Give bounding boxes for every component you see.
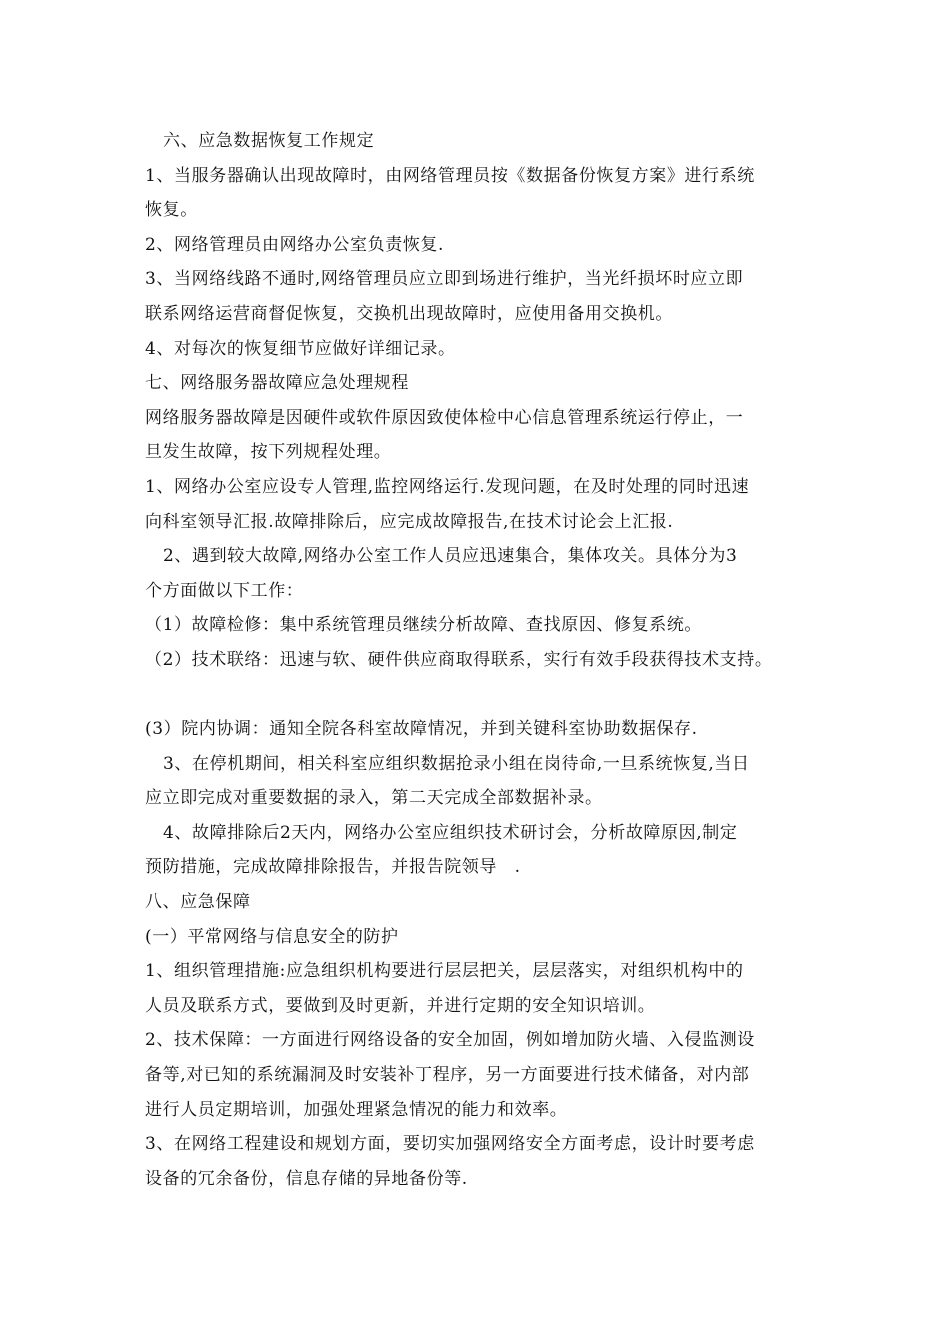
paragraph-line: 2、遇到较大故障,网络办公室工作人员应迅速集合，集体攻关。具体分为3: [163, 546, 738, 567]
section-heading-8: 八、应急保障: [145, 892, 251, 913]
paragraph-line: 3、在停机期间，相关科室应组织数据抢录小组在岗待命,一旦系统恢复,当日: [163, 753, 750, 774]
subsection-heading: (一）平常网络与信息安全的防护: [145, 926, 399, 947]
section-heading-6: 六、应急数据恢复工作规定: [163, 131, 375, 151]
paragraph-line: 2、技术保障：一方面进行网络设备的安全加固，例如增加防火墙、入侵监测设: [145, 1030, 755, 1051]
paragraph-line: 4、对每次的恢复细节应做好详细记录。: [145, 338, 456, 359]
paragraph-line: 设备的冗余备份，信息存储的异地备份等.: [145, 1168, 468, 1189]
paragraph-line: 1、网络办公室应设专人管理,监控网络运行.发现问题，在及时处理的同时迅速: [145, 476, 750, 497]
paragraph-line: 网络服务器故障是因硬件或软件原因致使体检中心信息管理系统运行停止，一: [145, 407, 744, 428]
paragraph-line: 进行人员定期培训，加强处理紧急情况的能力和效率。: [145, 1099, 568, 1120]
paragraph-line: 人员及联系方式，要做到及时更新，并进行定期的安全知识培训。: [145, 995, 656, 1016]
paragraph-line: 恢复。: [145, 200, 198, 221]
list-item: （1）故障检修：集中系统管理员继续分析故障、查找原因、修复系统。: [145, 615, 703, 636]
blank-line: [145, 678, 825, 713]
section-heading-7: 七、网络服务器故障应急处理规程: [145, 373, 409, 394]
paragraph-line: 旦发生故障，按下列规程处理。: [145, 442, 392, 463]
paragraph-line: 4、故障排除后2天内，网络办公室应组织技术研讨会，分析故障原因,制定: [163, 822, 738, 843]
list-item: (3）院内协调：通知全院各科室故障情况，并到关键科室协助数据保存.: [145, 719, 698, 740]
paragraph-line: 个方面做以下工作：: [145, 580, 304, 601]
paragraph-line: 预防措施，完成故障排除报告，并报告院领导 .: [145, 857, 521, 878]
paragraph-line: 向科室领导汇报.故障排除后，应完成故障报告,在技术讨论会上汇报.: [145, 511, 674, 532]
paragraph-line: 3、在网络工程建设和规划方面，要切实加强网络安全方面考虑，设计时要考虑: [145, 1134, 755, 1155]
paragraph-line: 3、当网络线路不通时,网络管理员应立即到场进行维护，当光纤损坏时应立即: [145, 269, 744, 290]
paragraph-line: 2、网络管理员由网络办公室负责恢复.: [145, 234, 445, 255]
paragraph-line: 应立即完成对重要数据的录入，第二天完成全部数据补录。: [145, 788, 603, 809]
paragraph-line: 联系网络运营商督促恢复，交换机出现故障时，应使用备用交换机。: [145, 303, 673, 324]
paragraph-line: 1、当服务器确认出现故障时，由网络管理员按《数据备份恢复方案》进行系统: [145, 165, 755, 186]
paragraph-line: 1、组织管理措施:应急组织机构要进行层层把关，层层落实，对组织机构中的: [145, 961, 744, 982]
paragraph-line: 备等,对已知的系统漏洞及时安装补丁程序，另一方面要进行技术储备，对内部: [145, 1065, 750, 1086]
document-body: [145, 124, 825, 1196]
list-item: （2）技术联络：迅速与软、硬件供应商取得联系，实行有效手段获得技术支持。: [145, 649, 773, 670]
